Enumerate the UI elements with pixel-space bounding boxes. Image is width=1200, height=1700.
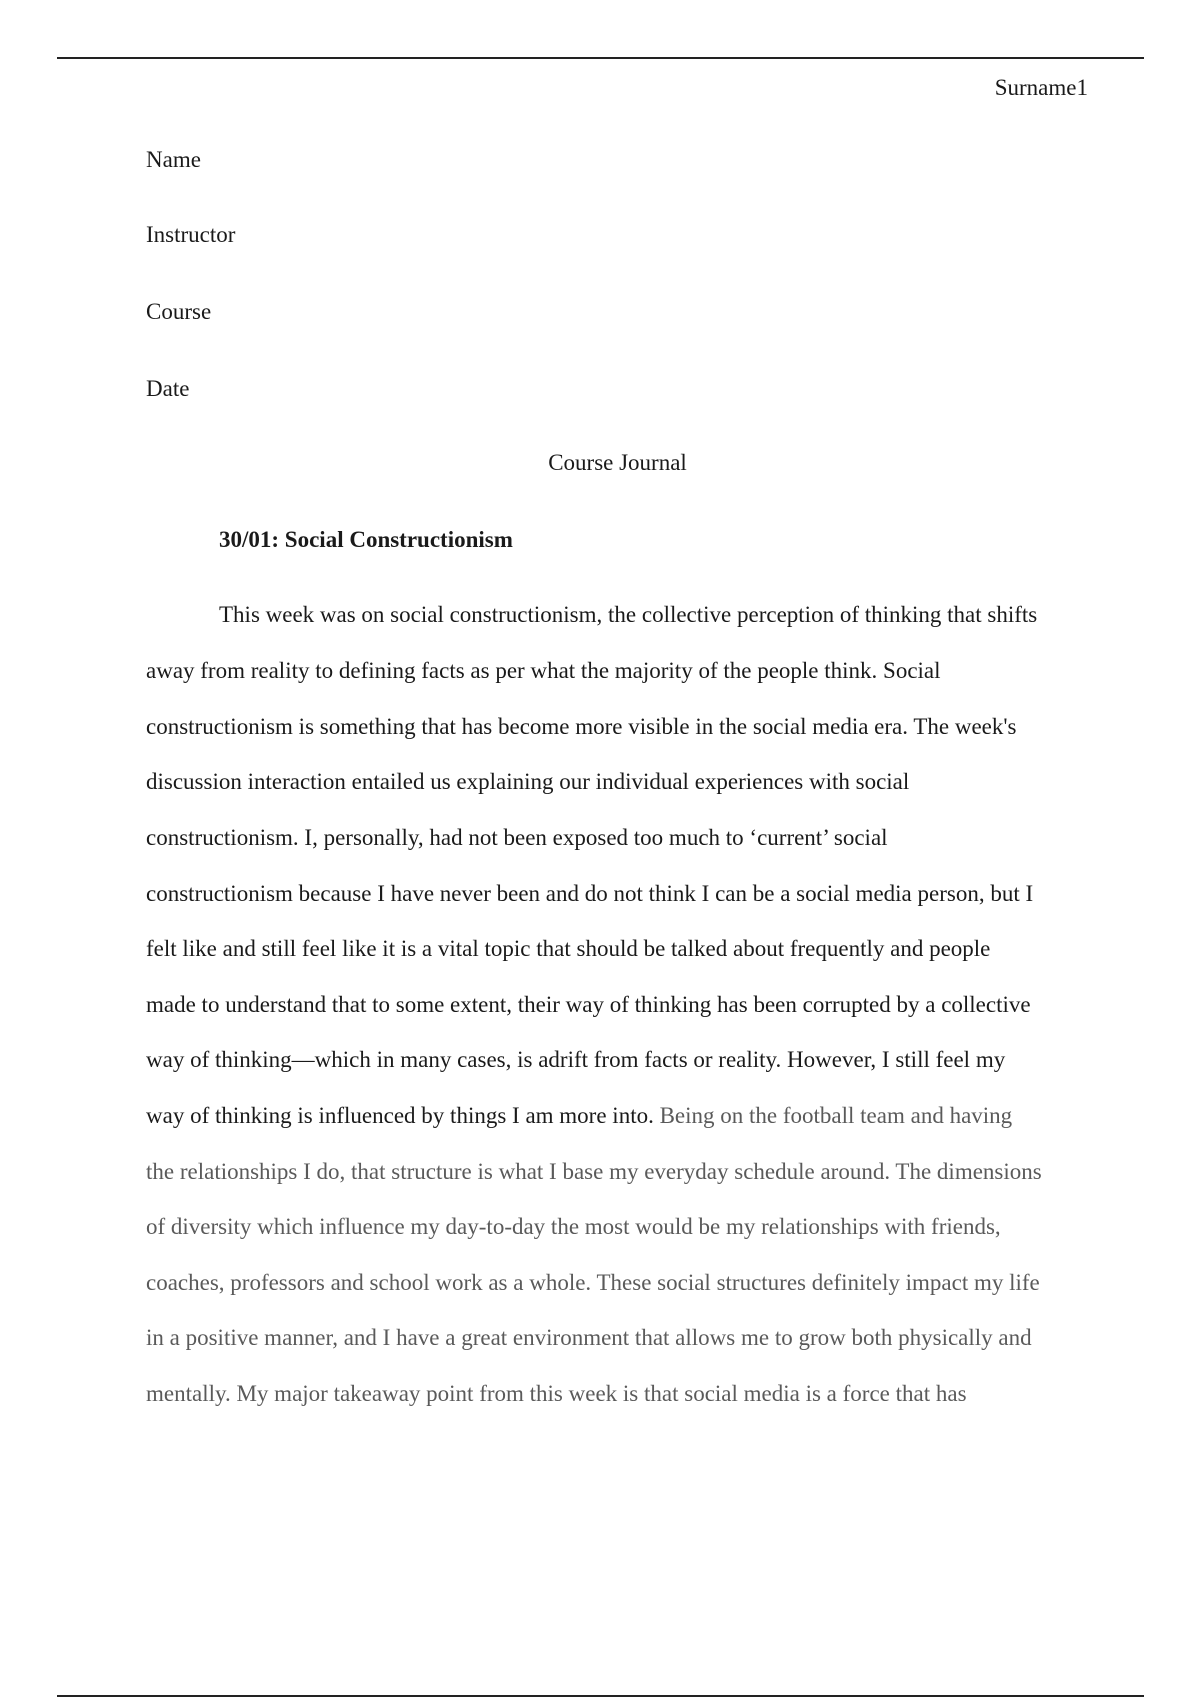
line-text: way of thinking is influenced by things I am more into. — [146, 1103, 660, 1128]
running-head: Surname1 — [994, 75, 1088, 100]
line-text-faded: the relationships I do, that structure is what I base my everyday schedule around. The dimensions — [146, 1159, 1042, 1184]
paragraph-line — [146, 713, 1016, 741]
line-text: away from reality to defining facts as per what the majority of the people think. Social — [146, 658, 941, 683]
date: Date — [146, 376, 190, 401]
line-text: way of thinking—which in many cases, is adrift from facts or reality. However, I still feel my — [146, 1047, 1006, 1072]
page-top-rule — [57, 57, 1144, 59]
paragraph-line — [146, 1269, 1040, 1297]
paragraph-line — [146, 657, 941, 685]
page-bottom-rule — [57, 1695, 1144, 1697]
line-text-faded: coaches, professors and school work as a whole. These social structures definitely impact my life — [146, 1270, 1040, 1295]
paragraph-line — [146, 768, 909, 796]
line-text: constructionism because I have never been and do not think I can be a social media person, but I — [146, 881, 1034, 906]
line-text: made to understand that to some extent, their way of thinking has been corrupted by a collective — [146, 992, 1031, 1017]
course-name: Course — [146, 299, 212, 324]
instructor-name: Instructor — [146, 222, 236, 247]
page-title: Course Journal — [548, 450, 687, 475]
student-name: Name — [146, 147, 201, 172]
line-text-faded: Being on the football team and having — [659, 1103, 1013, 1128]
paragraph-line — [146, 1380, 967, 1408]
paragraph-line — [146, 991, 1031, 1019]
paragraph-line — [219, 601, 1037, 629]
paragraph-line — [146, 824, 888, 852]
paragraph-line — [146, 1158, 1042, 1186]
line-text: discussion interaction entailed us explaining our individual experiences with social — [146, 769, 910, 794]
line-text: This week was on social constructionism, the collective perception of thinking that shifts — [219, 602, 1038, 627]
paragraph-line — [146, 1324, 1032, 1352]
line-text: felt like and still feel like it is a vital topic that should be talked about frequently and people — [146, 936, 991, 961]
paragraph-line — [146, 880, 1033, 908]
line-text: constructionism. I, personally, had not been exposed too much to ‘current’ social — [146, 825, 888, 850]
line-text-faded: of diversity which influence my day-to-day the most would be my relationships with friends, — [146, 1214, 1001, 1239]
line-text: constructionism is something that has become more visible in the social media era. The week's — [146, 714, 1017, 739]
line-text-faded: in a positive manner, and I have a great environment that allows me to grow both physically and — [146, 1325, 1032, 1350]
line-text-faded: mentally. My major takeaway point from this week is that social media is a force that has — [146, 1381, 967, 1406]
paragraph-line — [146, 1213, 1001, 1241]
paragraph-line — [146, 1102, 1012, 1130]
section-heading: 30/01: Social Constructionism — [219, 527, 513, 552]
paragraph-line — [146, 935, 990, 963]
paragraph-line — [146, 1046, 1005, 1074]
